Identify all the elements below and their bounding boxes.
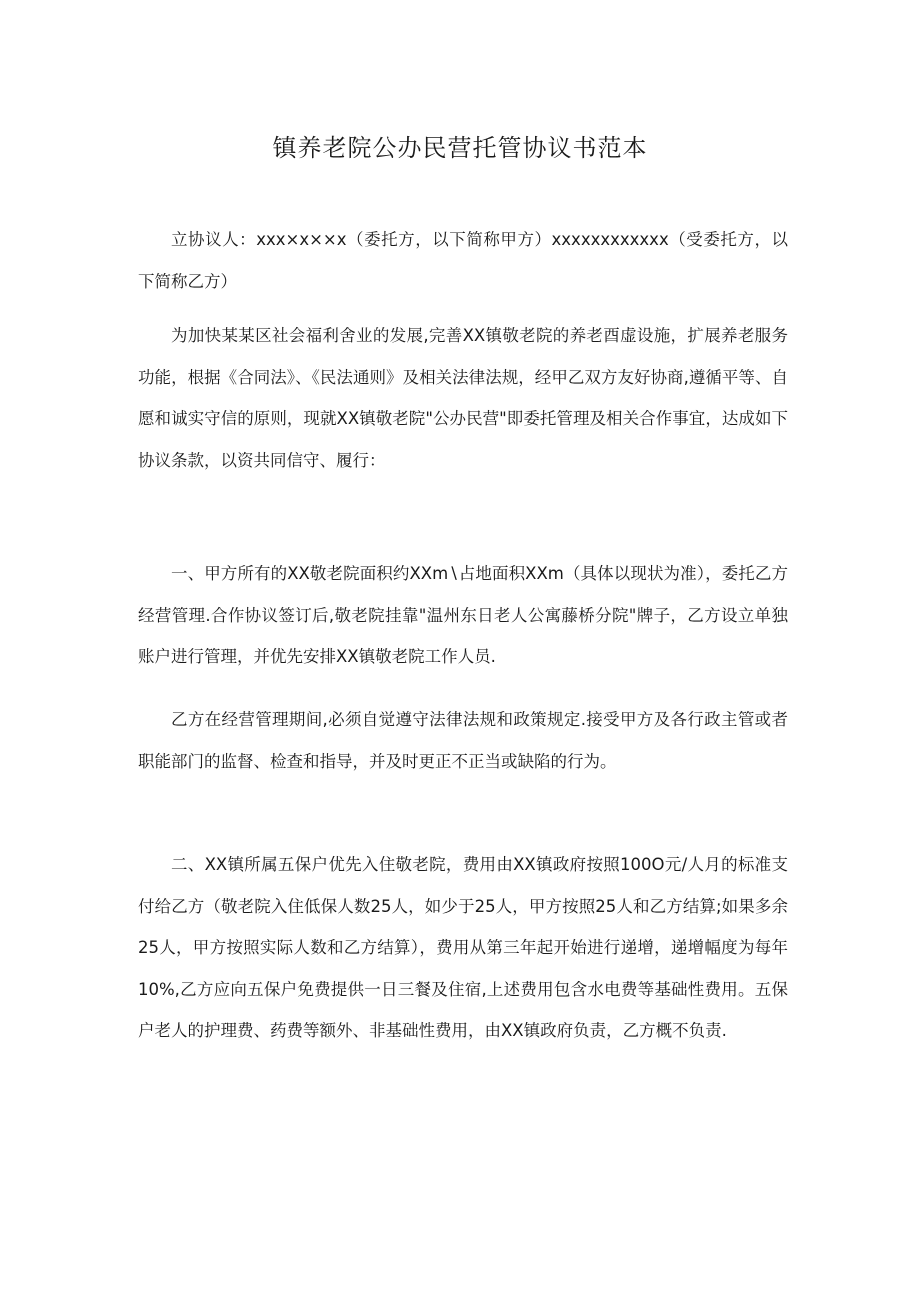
paragraph-clause-1-obligations: 乙方在经营管理期间,必须自觉遵守法律法规和政策规定.接受甲方及各行政主管或者职能部门的监督、检查和指导，并及时更正不正当或缺陷的行为。: [138, 710, 788, 771]
paragraph-clause-1: 一、甲方所有的XX敬老院面积约XXm∖占地面积XXm（具体以现状为准），委托乙方经营管理.合作协议签订后,敬老院挂靠"温州东日老人公寓藤桥分院"牌子，乙方设立单独账户进行管理，并优先安排XX镇敬老院工作人员.: [138, 564, 788, 666]
paragraph-clause-2: 二、XX镇所属五保户优先入住敬老院，费用由XX镇政府按照100O元/人月的标准支付给乙方（敬老院入住低保人数25人，如少于25人，甲方按照25人和乙方结算;如果多余25人，甲方按照实际人数和乙方结算），费用从第三年起开始进行递增，递增幅度为每年10%,乙方应向五保户免费提供一日三餐及住宿,上述费用包含水电费等基础性费用。五保户老人的护理费、药费等额外、非基础性费用，由XX镇政府负责，乙方概不负责.: [138, 855, 788, 1040]
document-title: 镇养老院公办民营托管协议书范本: [272, 134, 648, 162]
paragraph-parties: 立协议人：xxx×x××x（委托方，以下简称甲方）xxxxxxxxxxxx（受委托方，以下简称乙方）: [138, 230, 788, 291]
paragraph-purpose: 为加快某某区社会福利舍业的发展,完善XX镇敬老院的养老酉虚设施，扩展养老服务功能，根据《合同法》、《民法通则》及相关法律法规，经甲乙双方友好协商,遵循平等、自愿和诚实守信的原则，现就XX镇敬老院"公办民营"即委托管理及相关合作事宜，达成如下协议条款，以资共同信守、履行：: [138, 326, 788, 470]
